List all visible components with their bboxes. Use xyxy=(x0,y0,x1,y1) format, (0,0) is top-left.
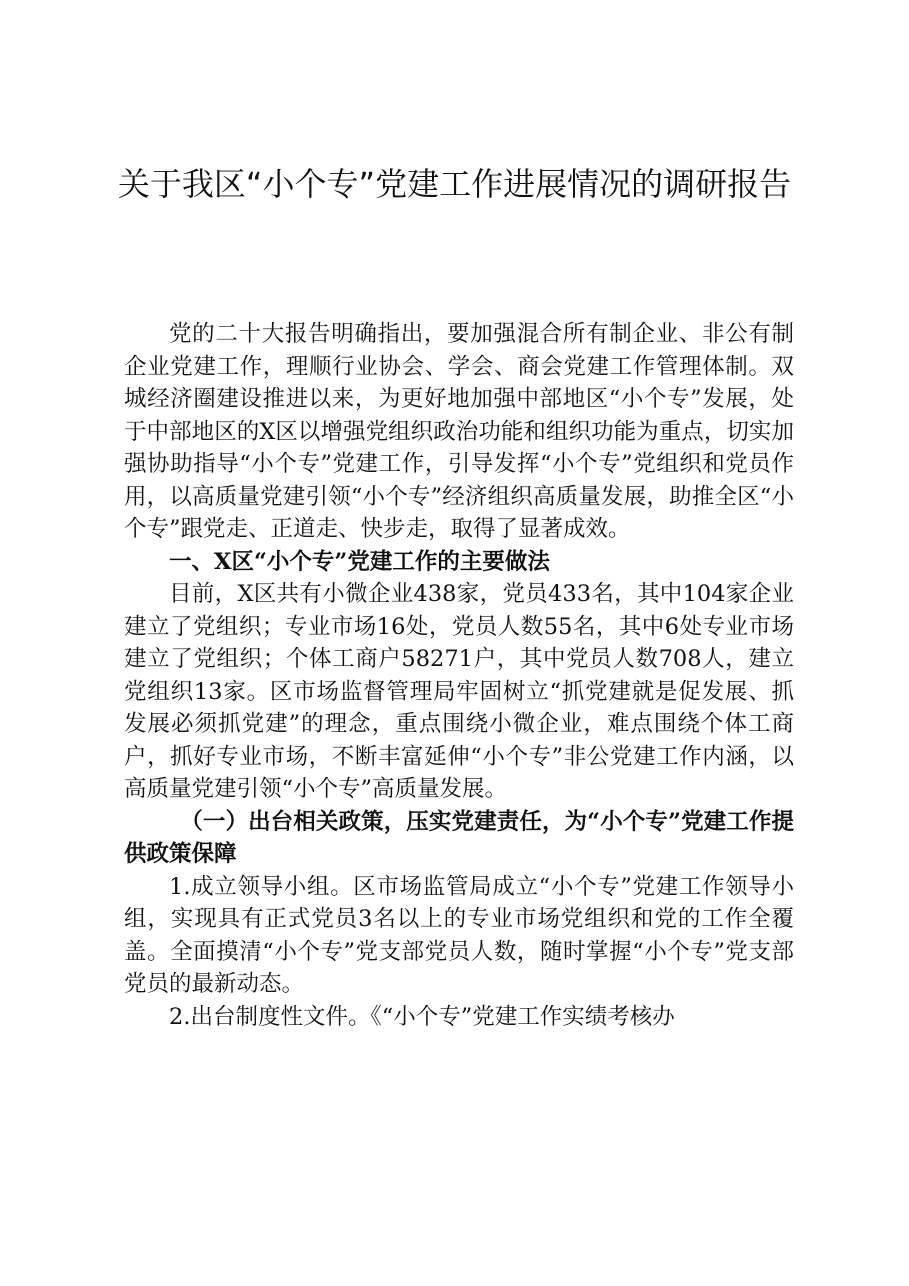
paragraph-intro: 党的二十大报告明确指出，要加强混合所有制企业、非公有制企业党建工作，理顺行业协会、学会、商会党建工作管理体制。双城经济圈建设推进以来，为更好地加强中部地区“小个专”发展，处于中部地区的X区以增强党组织政治功能和组织功能为重点，切实加强协助指导“小个专”党建工作，引导发挥“小个专”党组织和党员作用，以高质量党建引领“小个专”经济组织高质量发展，助推全区“小个专”跟党走、正道走、快步走，取得了显著成效。 xyxy=(124,321,794,542)
subsection-heading-1: （一）出台相关政策，压实党建责任，为“小个专”党建工作提供政策保障 xyxy=(124,808,794,867)
paragraph-item-2: 2.出台制度性文件。《“小个专”党建工作实绩考核办 xyxy=(169,1003,675,1030)
paragraph-item-1: 1.成立领导小组。区市场监管局成立“小个专”党建工作领导小组，实现具有正式党员3名以上的专业市场党组织和党的工作全覆盖。全面摸清“小个专”党支部党员人数，随时掌握“小个专”党支部党员的最新动态。 xyxy=(124,873,794,997)
document-title: 关于我区“小个专”党建工作进展情况的调研报告 xyxy=(117,165,792,203)
paragraph-overview: 目前，X区共有小微企业438家，党员433名，其中104家企业建立了党组织；专业市场16处，党员人数55名，其中6处专业市场建立了党组织；个体工商户58271户，其中党员人数708人，建立党组织13家。区市场监督管理局牢固树立“抓党建就是促发展、抓发展必须抓党建”的理念，重点围绕小微企业，难点围绕个体工商户，抓好专业市场，不断丰富延伸“小个专”非公党建工作内涵，以高质量党建引领“小个专”高质量发展。 xyxy=(124,581,794,802)
document-body xyxy=(124,318,794,1033)
section-heading-1: 一、X区“小个专”党建工作的主要做法 xyxy=(169,548,550,575)
